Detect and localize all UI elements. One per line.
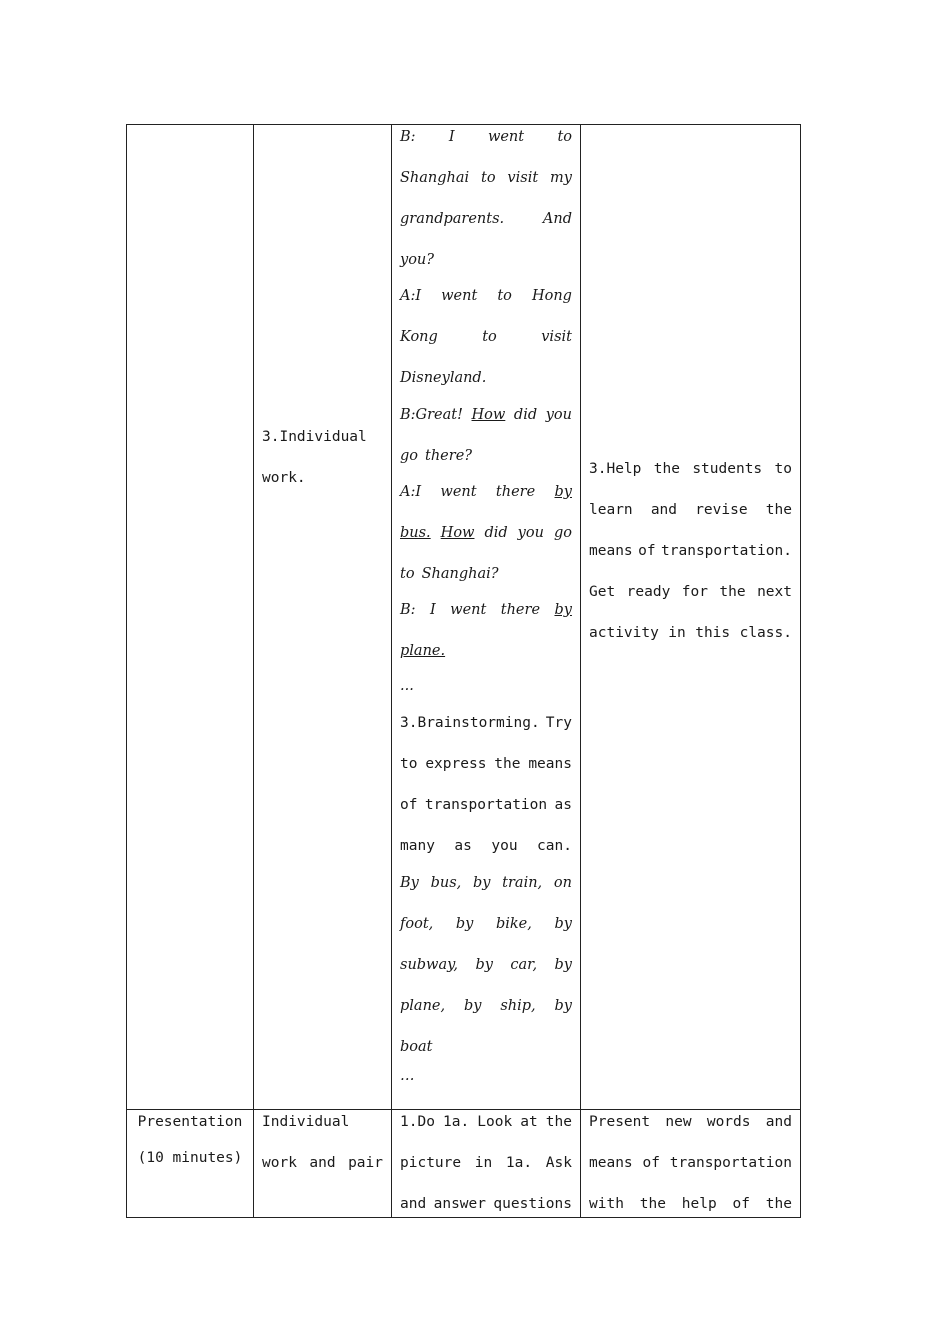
dialogue-line: Disneyland. — [400, 370, 487, 386]
dialogue-line: Kong to visit — [400, 329, 572, 345]
purpose-line: Present new words and — [589, 1114, 792, 1130]
purpose-line: 3.Help the students to — [589, 461, 792, 477]
transport-means-line: … — [400, 1068, 415, 1084]
dialogue-line: B: I went to — [400, 129, 572, 145]
step-line: picture in 1a. Ask — [400, 1155, 572, 1171]
activity-cell — [254, 1110, 392, 1218]
content-cell — [392, 1110, 581, 1218]
lesson-plan-table — [126, 124, 801, 1218]
activity-line: Individual — [262, 1114, 350, 1130]
table-row — [127, 1110, 801, 1218]
transport-means-line: subway, by car, by — [400, 957, 572, 973]
dialogue-line: you? — [400, 252, 435, 268]
transport-means-line: plane, by ship, by — [400, 998, 572, 1014]
dialogue-line: go there? — [400, 448, 473, 464]
brainstorm-line: to express the means — [400, 756, 572, 772]
purpose-line: means of transportation — [589, 1155, 792, 1171]
purpose-line: means of transportation. — [589, 543, 792, 559]
activity-line: work and pair — [262, 1155, 383, 1171]
table-row — [127, 125, 801, 1110]
dialogue-line: to Shanghai? — [400, 566, 499, 582]
activity-line: work. — [262, 470, 306, 486]
transport-means-line: By bus, by train, on — [400, 875, 572, 891]
transport-means-line: foot, by bike, by — [400, 916, 572, 932]
step-line: and answer questions — [400, 1196, 572, 1212]
purpose-cell — [581, 125, 801, 1110]
content-cell — [392, 125, 581, 1110]
brainstorm-line: 3.Brainstorming. Try — [400, 715, 572, 731]
dialogue-line: Shanghai to visit my — [400, 170, 572, 186]
stage-name: Presentation — [137, 1114, 243, 1130]
purpose-line: with the help of the — [589, 1196, 792, 1212]
transport-means-line: boat — [400, 1039, 433, 1055]
dialogue-line: B: I went there by — [400, 602, 572, 618]
brainstorm-line: many as you can. — [400, 838, 572, 854]
step-line: 1.Do 1a. Look at the — [400, 1114, 572, 1130]
purpose-line: activity in this class. — [589, 625, 792, 641]
activity-cell — [254, 125, 392, 1110]
activity-line: 3.Individual — [262, 429, 367, 445]
brainstorm-line: of transportation as — [400, 797, 572, 813]
dialogue-line: grandparents. And — [400, 211, 572, 227]
dialogue-line: A:I went to Hong — [400, 288, 572, 304]
purpose-line: Get ready for the next — [589, 584, 792, 600]
dialogue-line: plane. — [400, 643, 446, 659]
dialogue-line: ... — [400, 678, 414, 694]
dialogue-line: A:I went there by — [400, 484, 572, 500]
purpose-line: learn and revise the — [589, 502, 792, 518]
dialogue-line: B:Great! How did you — [400, 407, 572, 423]
stage-duration: (10 minutes) — [137, 1150, 243, 1166]
stage-cell-empty — [127, 125, 254, 1110]
purpose-cell — [581, 1110, 801, 1218]
dialogue-line: bus. How did you go — [400, 525, 572, 541]
stage-cell — [127, 1110, 254, 1218]
